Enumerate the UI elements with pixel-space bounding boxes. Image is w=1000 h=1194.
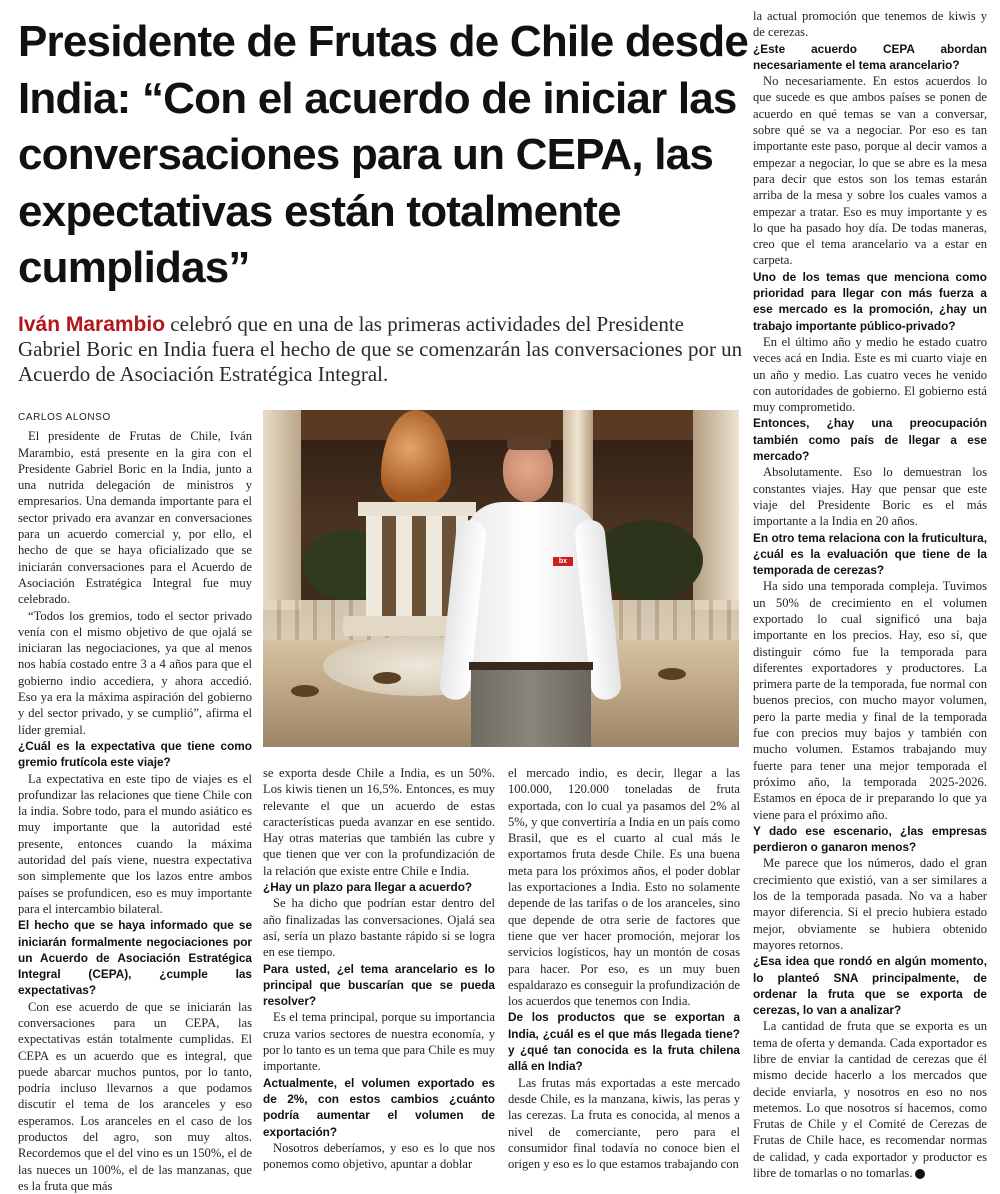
- article-column-4: [753, 8, 987, 1181]
- article-column-1: [18, 410, 252, 1193]
- body-paragraph: se exporta desde Chile a India, es un 50%. Los kiwis tienen un 16,5%. Entonces, es muy relevante el que un acuerdo de estas características pueda avanzar en ese sentido. Hay otras materias que también las cubre y que tienen que ver con la profundización de la relación que existe entre Chile e India.: [263, 766, 495, 878]
- interview-question: De los productos que se exportan a India, ¿cuál es el que más llegada tiene? y ¿qué tan conocida es la fruta chilena allá en India?: [508, 1010, 740, 1074]
- interview-question: Y dado ese escenario, ¿las empresas perdieron o ganaron menos?: [753, 823, 987, 855]
- body-paragraph: la actual promoción que tenemos de kiwis y de cerezas.: [753, 9, 987, 40]
- body-paragraph: La cantidad de fruta que se exporta es un tema de oferta y demanda. Cada exportador es libre de enviar la cantidad de cerezas que él mismo decide hacerlo a los mercados que decide enviarla, y nosotros en eso no nos metemos. Lo que nosotros sí hacemos, como Frutas de Chile y el Comité de Cerezas de Frutas de Chile hace, es recomendar normas de calidad, y cada exportador y productor es libre de tomarlas o no tomarlas.: [753, 1019, 987, 1181]
- body-paragraph: Las frutas más exportadas a este mercado desde Chile, es la manzana, kiwis, las peras y las cerezas. La fruta es conocida, al menos a nivel de comerciante, pero para el consumidor final todavía no conoce bien el origen y eso es lo que estamos trabajando con: [508, 1075, 740, 1172]
- photo-curtain-left: [263, 410, 301, 610]
- body-paragraph: Absolutamente. Eso lo demuestran los constantes viajes. Hay que pensar que este viaje del Presidente Boric es el más importante a la India en 20 años.: [753, 465, 987, 529]
- photo-shirt-logo: bx: [553, 557, 573, 566]
- body-paragraph: el mercado indio, es decir, llegar a las 100.000, 120.000 toneladas de fruta exportada, con lo cual ya pasamos del 2% al 5%, y que convertiría a India en un país como Brasil, que es el cuarto al cual más le exportamos fruta desde Chile. Es una buena meta para los próximos años, el poder doblar las exportaciones a India. Esto no solamente depende de las tarifas o de los aranceles, sino que depende de otra serie de factores que tiene que ver hacer promoción, mejorar los servicios logísticos, hay un montón de cosas para hacer. Por eso, es un muy buen espaldarazo es conseguir la profundización de los acuerdos que tenemos con India.: [508, 766, 740, 1009]
- photo-curtain-right: [693, 410, 739, 610]
- interview-question: Actualmente, el volumen exportado es de 2%, con estos cambios ¿cuánto podría aumentar el volumen de exportación?: [263, 1075, 495, 1139]
- body-paragraph: Me parece que los números, dado el gran crecimiento que existió, van a ser similares a los de la temporada pasada. No va a haber mayor diferencia. Si el precio hubiera estado mejor, obviamente se hubiera obtenido mayores retornos.: [753, 856, 987, 952]
- end-of-article-icon: [915, 1169, 925, 1179]
- byline: CARLOS ALONSO: [18, 412, 111, 423]
- interview-question: En otro tema relaciona con la fruticultura, ¿cuál es la evaluación que tiene de la temporada de cerezas?: [753, 530, 987, 578]
- lead-author: Iván Marambio: [18, 313, 166, 336]
- headline: Presidente de Frutas de Chile desde India: “Con el acuerdo de iniciar las conversaciones para un CEPA, las expectativas están totalmente cumplidas”: [18, 17, 749, 292]
- body-paragraph: En el último año y medio he estado cuatro veces acá en India. Este es mi cuarto viaje en un año y medio. Las cuatro veces he venido con autoridades de gobierno. El gobierno está muy comprometido.: [753, 334, 987, 415]
- photo-lamp-3: [658, 668, 686, 680]
- body-paragraph: Es el tema principal, porque su importancia cruza varios sectores de nuestra economía, y por lo tanto es un tema que para Chile es muy importante.: [263, 1010, 495, 1074]
- photo-ceiling: [263, 410, 739, 440]
- interview-question: ¿Esa idea que rondó en algún momento, lo planteó SNA principalmente, de ordenar la fruta que se exporta de cerezas, lo van a analizar?: [753, 954, 987, 1018]
- body-paragraph: Se ha dicho que podrían estar dentro del año finalizadas las conversaciones. Ojalá sea así, sería un plazo bastante rápido si se logra en ese tiempo.: [263, 896, 495, 960]
- interview-question: Para usted, ¿el tema arancelario es lo principal que buscarían que se pueda resolver?: [263, 961, 495, 1009]
- lead-text: celebró que en una de las primeras actividades del Presidente Gabriel Boric en India fuera el hecho de que se comenzarán las conversaciones por un Acuerdo de Asociación Estratégica Integral.: [18, 312, 743, 386]
- photo-person-belt: [469, 662, 593, 670]
- interview-question: El hecho que se haya informado que se iniciarán formalmente negociaciones por un Acuerdo de Asociación Estratégica Integral (CEPA), ¿cumple las expectativas?: [18, 918, 252, 998]
- body-paragraph: Con ese acuerdo de que se iniciarán las conversaciones para un CEPA, las expectativas están totalmente cumplidas. El CEPA es un acuerdo que es integral, que puede abarcar muchos puntos, por lo tanto, podría incluso llevarnos a que podamos discutir el tema de los aranceles y eso esperamos. Los aranceles en el caso de los productos del agro, son muy altos. Recordemos que el del vino es un 150%, el de las nueces un 100%, el de las manzanas, que es la fruta que más: [18, 999, 252, 1193]
- body-paragraph: No necesariamente. En estos acuerdos lo que sucede es que ambos países se ponen de acuerdo en qué temas se van a conversar, sobre qué se va a negociar. Por eso es tan importante este paso, porque al decir vamos a empezar a negociar, lo que se abre es la mesa para decir que estos son los temas estarán arriba de la mesa y sobre los cuales vamos a empezar a tratar. Eso es muy importante y es lo que ha pasado hoy día. De todas maneras, creo que el tema arancelario va a estar en carpeta.: [753, 74, 987, 268]
- body-paragraph: La expectativa en este tipo de viajes es el profundizar las relaciones que tiene Chile con la india. Sobre todo, para el mundo asiático es muy importante que la autoridad esté presente, entonces cuando la máxima autoridad del país viene, nuestra expectativa son simplemente que los lazos entre ambos países se profundicen, eso es muy importante para el intercambio bilateral.: [18, 771, 252, 916]
- photo-lamp-1: [291, 685, 319, 697]
- article-photo: [263, 410, 739, 747]
- interview-question: ¿Hay un plazo para llegar a acuerdo?: [263, 880, 473, 895]
- article-column-3: [508, 765, 740, 1172]
- interview-question: Entonces, ¿hay una preocupación también como país de llegar a ese mercado?: [753, 416, 987, 464]
- photo-person-hair: [507, 434, 551, 450]
- body-paragraph: “Todos los gremios, todo el sector privado venía con el mismo objetivo de que ojalá se iniciaran las negociaciones, ya que al menos nos había costado entre 3 a 4 años para que el gobierno indio accediera, y ahora accedió. Eso ya era la máxima aspiración del gobierno y del sector privado, y se cumplió”, afirma el líder gremial.: [18, 608, 252, 737]
- interview-question: Uno de los temas que menciona como prioridad para llegar con más fuerza a ese mercado es la promoción, ¿hay un trabajo importante público-privado?: [753, 269, 987, 333]
- photo-fountain-top: [358, 502, 476, 516]
- photo-person-trousers: [471, 670, 591, 747]
- lead-paragraph: [18, 312, 746, 387]
- interview-question: ¿Este acuerdo CEPA abordan necesariamente el tema arancelario?: [753, 41, 987, 72]
- body-paragraph: Nosotros deberíamos, y eso es lo que nos ponemos como objetivo, apuntar a doblar: [263, 1140, 495, 1172]
- photo-lamp-2: [373, 672, 401, 684]
- article-column-2: [263, 765, 495, 1172]
- interview-question: ¿Cuál es la expectativa que tiene como gremio frutícola este viaje?: [18, 738, 252, 770]
- body-paragraph: El presidente de Frutas de Chile, Iván Marambio, está presente en la gira con el Presidente Gabriel Boric en la India, junto a una nutrida delegación de ministros y empresarios. Una demanda importante para el sector privado era avanzar en conversaciones para un acuerdo comercial y, por ello, el hecho de que se haya oficializado que se iniciarán conversaciones para el Acuerdo de Asociación Estratégica Integral fue muy celebrado.: [18, 429, 252, 607]
- body-paragraph: Ha sido una temporada compleja. Tuvimos un 50% de crecimiento en el volumen exportado lo cual significó una baja importante en los precios. Hay, eso sí, que distinguir cómo fue la temporada para diferentes exportadores y productores. La primera parte de la temporada, fue normal con buenos precios, con mucho mayor volumen, pero la parte media y final de la temporada fue con precios muy bajos y también con mucho volumen. Estamos trabajando muy fuerte para tener una mejor temporada el próximo año, la temporada 2025-2026. Estamos en época de ir preparando lo que ya viene para el próximo año.: [753, 579, 987, 822]
